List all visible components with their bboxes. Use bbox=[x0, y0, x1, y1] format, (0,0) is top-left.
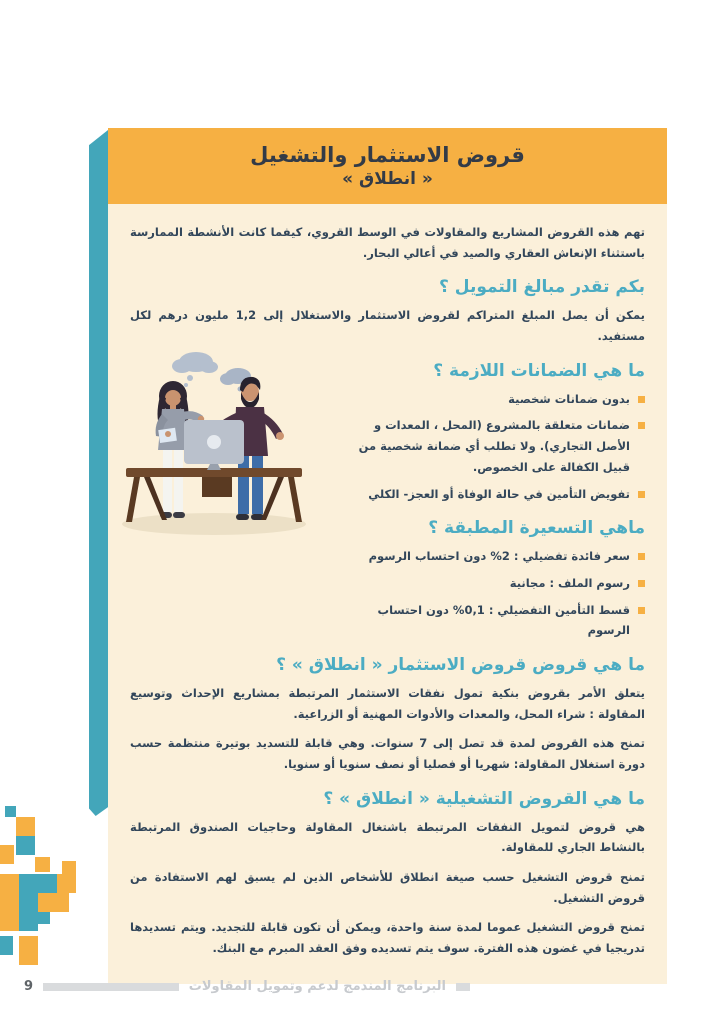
card-content bbox=[108, 204, 667, 984]
square-bullet-icon bbox=[638, 491, 645, 498]
list-item bbox=[348, 546, 645, 567]
card-spine-decoration bbox=[89, 130, 108, 816]
section-heading-pricing: ماهي التسعيرة المطبقة ؟ bbox=[428, 518, 645, 539]
illustration-people-at-desk bbox=[110, 346, 324, 542]
footer-divider-bar bbox=[43, 983, 179, 991]
list-item bbox=[348, 415, 645, 477]
page-footer bbox=[24, 979, 470, 994]
text-column bbox=[348, 361, 645, 641]
bullet-text: ضمانات متعلقة بالمشروع (المحل ، المعدات و الأصل التجاري). ولا تطلب أي ضمانة شخصية من قبيل الكفالة على الخصوص. bbox=[358, 418, 630, 474]
list-item bbox=[348, 484, 645, 505]
shadow bbox=[122, 513, 306, 535]
section-heading-guarantees: ما هي الضمانات اللازمة ؟ bbox=[433, 360, 645, 381]
footer-text: البرنامج المندمج لدعم وتمويل المقاولات bbox=[188, 979, 446, 994]
speech-bubble-icon bbox=[172, 352, 218, 387]
list-item bbox=[348, 389, 645, 410]
computer-monitor bbox=[184, 420, 244, 470]
square-bullet-icon bbox=[638, 396, 645, 403]
section-heading-investment-loans: ما هي قروض قروض الاستثمار « انطلاق » ؟ bbox=[276, 654, 645, 675]
bullet-text: قسط التأمين التفضيلي : 0,1% دون احتساب الرسوم bbox=[377, 602, 630, 638]
bullet-text: بدون ضمانات شخصية bbox=[508, 391, 630, 406]
intro-paragraph: تهم هذه القروض المشاريع والمقاولات في الوسط القروي، كيفما كانت الأنشطة الممارسة باستثناء الإنعاش العقاري والصيد في أعالي البحار. bbox=[130, 225, 645, 260]
operating-paragraph: تمنح قروض التشغيل عموما لمدة سنة واحدة، ويمكن أن تكون قابلة للتجديد. ويتم تسديدها تدريجيا في غضون هذه الفترة. سوف يتم تسديده وفق العقد المبرم مع البنك. bbox=[130, 920, 645, 956]
bullet-text: رسوم الملف : مجانية bbox=[509, 575, 630, 590]
bullet-text: تفويض التأمين في حالة الوفاة أو العجز- الكلي bbox=[368, 486, 630, 501]
square-bullet-icon bbox=[638, 553, 645, 560]
page-number: 9 bbox=[24, 979, 34, 994]
section-heading-operating-loans: ما هي القروض التشغيلية « انطلاق » ؟ bbox=[323, 788, 645, 809]
investment-paragraph: يتعلق الأمر بقروض بنكية تمول نفقات الاستثمار المرتبطة بمشاريع الإحداث وتوسيع المقاولة : شراء المحل، والمعدات والأدوات المهنية أو الزراعية. bbox=[130, 685, 645, 721]
list-item bbox=[348, 600, 645, 641]
square-bullet-icon bbox=[638, 607, 645, 614]
card-header bbox=[108, 128, 667, 204]
loan-info-card bbox=[108, 128, 667, 984]
list-item bbox=[348, 573, 645, 594]
footer-divider-dash bbox=[456, 983, 470, 991]
funding-paragraph: يمكن أن يصل المبلغ المتراكم لقروض الاستثمار والاستغلال إلى 1,2 مليون درهم لكل مستفيد. bbox=[130, 308, 645, 344]
square-bullet-icon bbox=[638, 422, 645, 429]
page-title: قروض الاستثمار والتشغيل bbox=[250, 143, 525, 167]
operating-paragraph: تمنح قروض التشغيل حسب صيغة انطلاق للأشخاص الذين لم يسبق لهم الاستفادة من قروض التشغيل. bbox=[130, 870, 645, 905]
bullet-text: سعر فائدة تفضيلي : 2% دون احتساب الرسوم bbox=[368, 549, 630, 564]
page-subtitle: « انطلاق » bbox=[342, 169, 433, 189]
operating-paragraph: هي قروض لتمويل النفقات المرتبطة باشتغال المقاولة وحاجيات الصندوق المرتبطة بالنشاط الجاري للمقاولة. bbox=[130, 819, 645, 855]
section-heading-funding: بكم تقدر مبالغ التمويل ؟ bbox=[439, 277, 645, 298]
square-bullet-icon bbox=[638, 580, 645, 587]
investment-paragraph: تمنح هذه القروض لمدة قد تصل إلى 7 سنوات. وهي قابلة للتسديد بوتيرة منتظمة حسب دورة استغلال المقاولة: شهريا أو فصليا أو نصف سنويا أو سنويا. bbox=[130, 736, 645, 771]
